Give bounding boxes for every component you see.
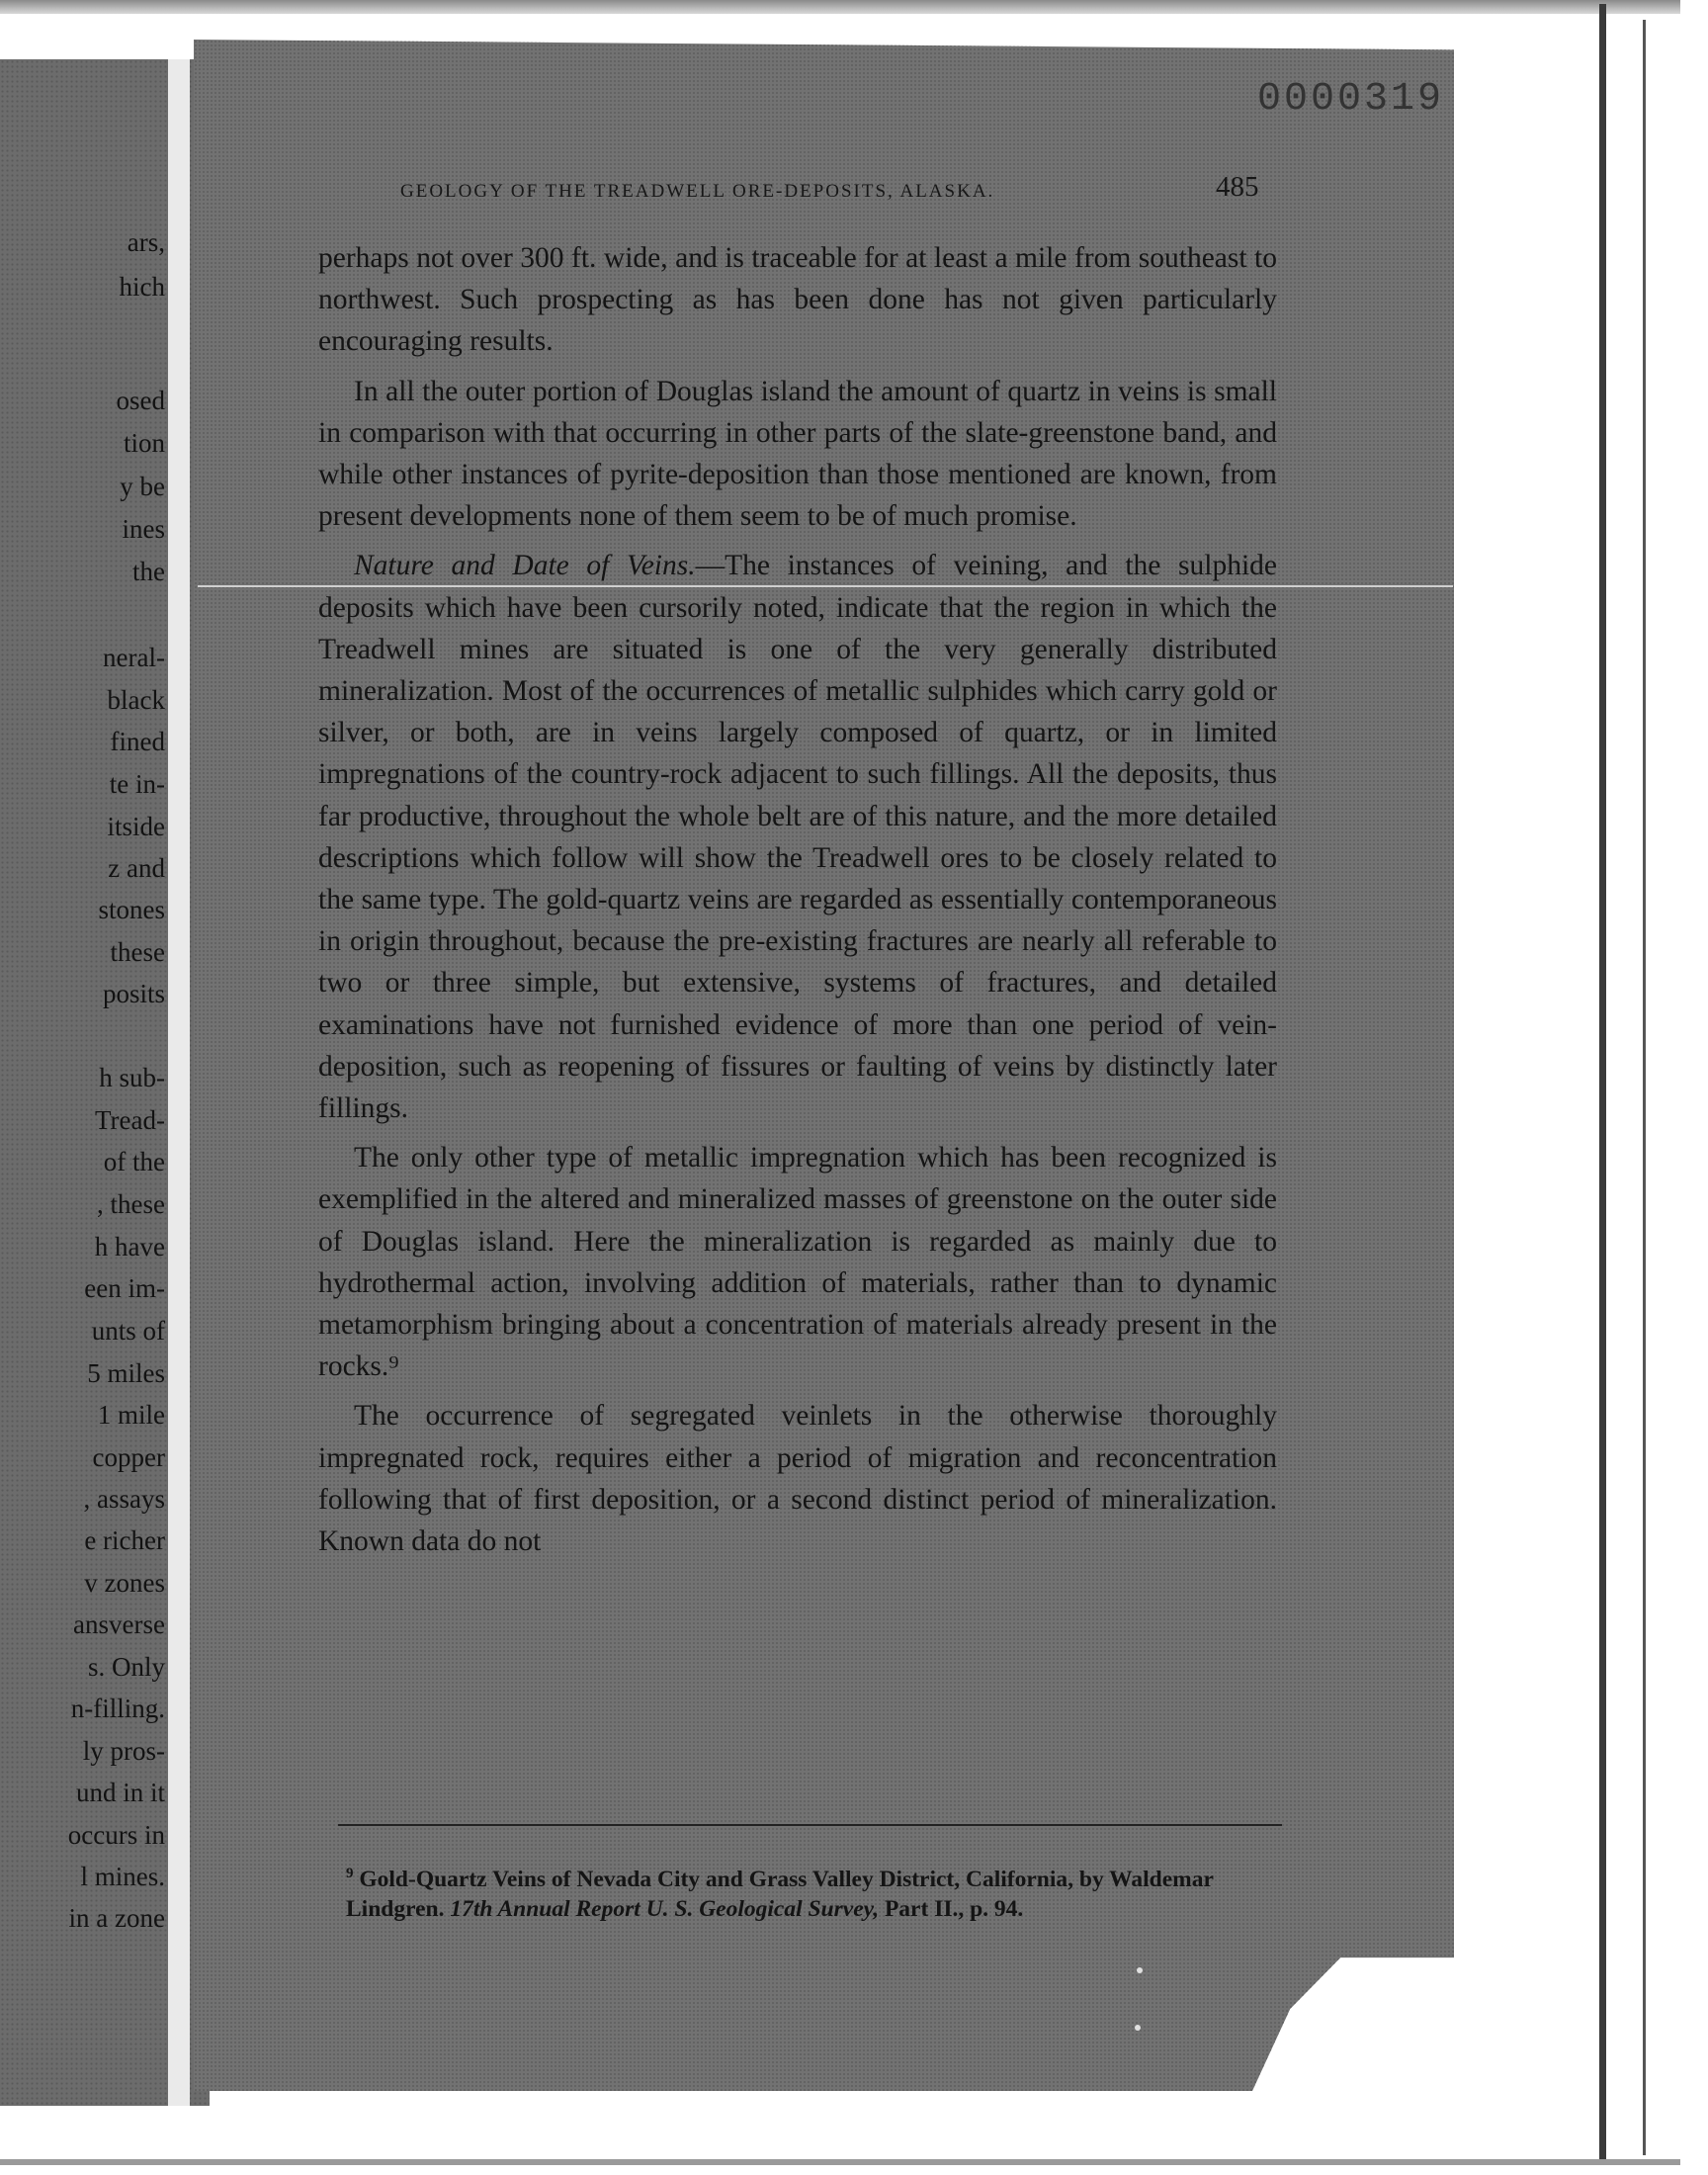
- left-page-line-fragment: ars,: [127, 227, 165, 257]
- left-page-line-fragment: hich: [119, 272, 165, 302]
- scan-speck: [1137, 1967, 1143, 1973]
- footnote: [346, 1859, 1285, 1924]
- left-page-line-fragment: te in-: [109, 769, 165, 799]
- footnote-rule: [338, 1824, 1282, 1826]
- scan-frame-right-border: [1599, 4, 1606, 2159]
- left-page-line-fragment: s. Only: [87, 1652, 165, 1682]
- left-page-line-fragment: itside: [107, 812, 165, 841]
- left-page-line-fragment: 1 mile: [97, 1400, 165, 1430]
- left-page-line-fragment: l mines.: [80, 1862, 165, 1891]
- left-page-line-fragment: und in it: [75, 1778, 165, 1807]
- left-page-line-fragment: these: [110, 937, 165, 967]
- left-page-line-fragment: the: [132, 557, 165, 586]
- torn-page-corner: [1281, 1967, 1479, 2126]
- paragraph: The occurrence of segregated veinlets in the otherwise thoroughly impregnated rock, requires either a period of migration and reconcentration following that of first deposition, or a second distinct period of mineralization. Known data do not: [318, 1400, 1277, 1558]
- paragraph: The only other type of metallic impregnation which has been recognized is exemplified in the altered and mineralized masses of greenstone on the outer side of Douglas island. Here the mineralization is regarded as mainly due to hydrothermal action, involving addition of materials, rather than to dynamic metamorphism bringing about a concentration of materials already present in the rocks.⁹: [318, 1142, 1277, 1383]
- left-page-line-fragment: , assays: [83, 1484, 165, 1514]
- left-page-line-fragment: , these: [97, 1189, 165, 1219]
- document-id-stamp: 0000319: [1257, 77, 1445, 122]
- left-page-line-fragment: z and: [108, 853, 165, 883]
- left-page-line-fragment: n-filling.: [70, 1694, 165, 1723]
- paragraph: [318, 545, 1277, 1129]
- section-heading: Nature and Date of Veins.: [354, 550, 696, 582]
- left-page-line-fragment: h sub-: [99, 1063, 165, 1092]
- left-page-line-fragment: y be: [120, 472, 165, 501]
- left-page-line-fragment: een im-: [84, 1273, 165, 1303]
- footnote-text: Gold-Quartz Veins of Nevada City and Grass Valley District, California, by Waldemar Lindgren.: [346, 1866, 1214, 1922]
- left-page-line-fragment: 5 miles: [87, 1358, 165, 1388]
- left-page-line-fragment: posits: [102, 979, 165, 1008]
- paragraph: perhaps not over 300 ft. wide, and is traceable for at least a mile from southeast to northwest. Such prospecting as has been done has not given particularly encouraging results.: [318, 242, 1277, 358]
- scan-speck: [1135, 2025, 1141, 2031]
- left-page-line-fragment: ansverse: [73, 1610, 165, 1639]
- footnote-citation: 17th Annual Report U. S. Geological Survey,: [450, 1895, 880, 1922]
- left-page-line-fragment: Tread-: [95, 1105, 165, 1135]
- left-page-line-fragment: in a zone: [68, 1903, 165, 1933]
- left-page-line-fragment: e richer: [84, 1525, 165, 1555]
- running-head: GEOLOGY OF THE TREADWELL ORE-DEPOSITS, ALASKA.: [400, 181, 995, 202]
- left-page-line-fragment: black: [107, 685, 165, 715]
- left-page-line-fragment: unts of: [91, 1316, 165, 1346]
- left-page-line-fragment: occurs in: [67, 1820, 165, 1850]
- scan-frame-right-inner-border: [1643, 20, 1646, 2155]
- left-page-line-fragment: ines: [122, 514, 165, 544]
- left-page-line-fragment: stones: [98, 895, 165, 924]
- left-page-gutter: [168, 59, 190, 2106]
- left-page-line-fragment: ly pros-: [82, 1736, 165, 1766]
- paragraph: In all the outer portion of Douglas island the amount of quartz in veins is small in comparison with that occurring in other parts of the slate-greenstone band, and while other instances of pyrite-deposition than those mentioned are known, from present developments none of them seem to be of much promise.: [318, 375, 1277, 533]
- page-number: 485: [1216, 171, 1259, 203]
- left-page-line-fragment: osed: [116, 386, 165, 415]
- scan-frame-bottom: [0, 2159, 1680, 2165]
- paragraph-text: —The instances of veining, and the sulphide deposits which have been cursorily noted, indicate that the region in which the Treadwell mines are situated is one of the very generally distributed mineralization. Most of the occurrences of metallic sulphides which carry gold or silver, or both, are in veins largely composed of quartz, or in limited impregnations of the country-rock adjacent to such fillings. All the deposits, thus far productive, throughout the whole belt are of this nature, and the more detailed descriptions which follow will show the Treadwell ores to be closely related to the same type. The gold-quartz veins are regarded as essentially contemporaneous in origin throughout, because the pre-existing fractures are nearly all referable to two or three simple, but extensive, systems of fractures, and detailed examinations have not furnished evidence of more than one period of vein-deposition, such as reopening of fissures or faulting of veins by distinctly later fillings.: [318, 550, 1277, 1125]
- footnote-text-end: Part II., p. 94.: [879, 1895, 1024, 1922]
- scan-frame-top: [0, 0, 1680, 14]
- left-page-line-fragment: tion: [123, 428, 165, 458]
- left-page-line-fragment: v zones: [84, 1568, 165, 1598]
- footnote-mark: 9: [346, 1866, 354, 1881]
- left-page-line-fragment: of the: [103, 1147, 165, 1176]
- left-page-line-fragment: copper: [92, 1442, 165, 1472]
- body-text: [318, 237, 1277, 1562]
- left-page-line-fragment: h have: [94, 1232, 165, 1262]
- left-page-line-fragment: fined: [110, 727, 165, 756]
- left-page-line-fragment: neral-: [103, 643, 165, 672]
